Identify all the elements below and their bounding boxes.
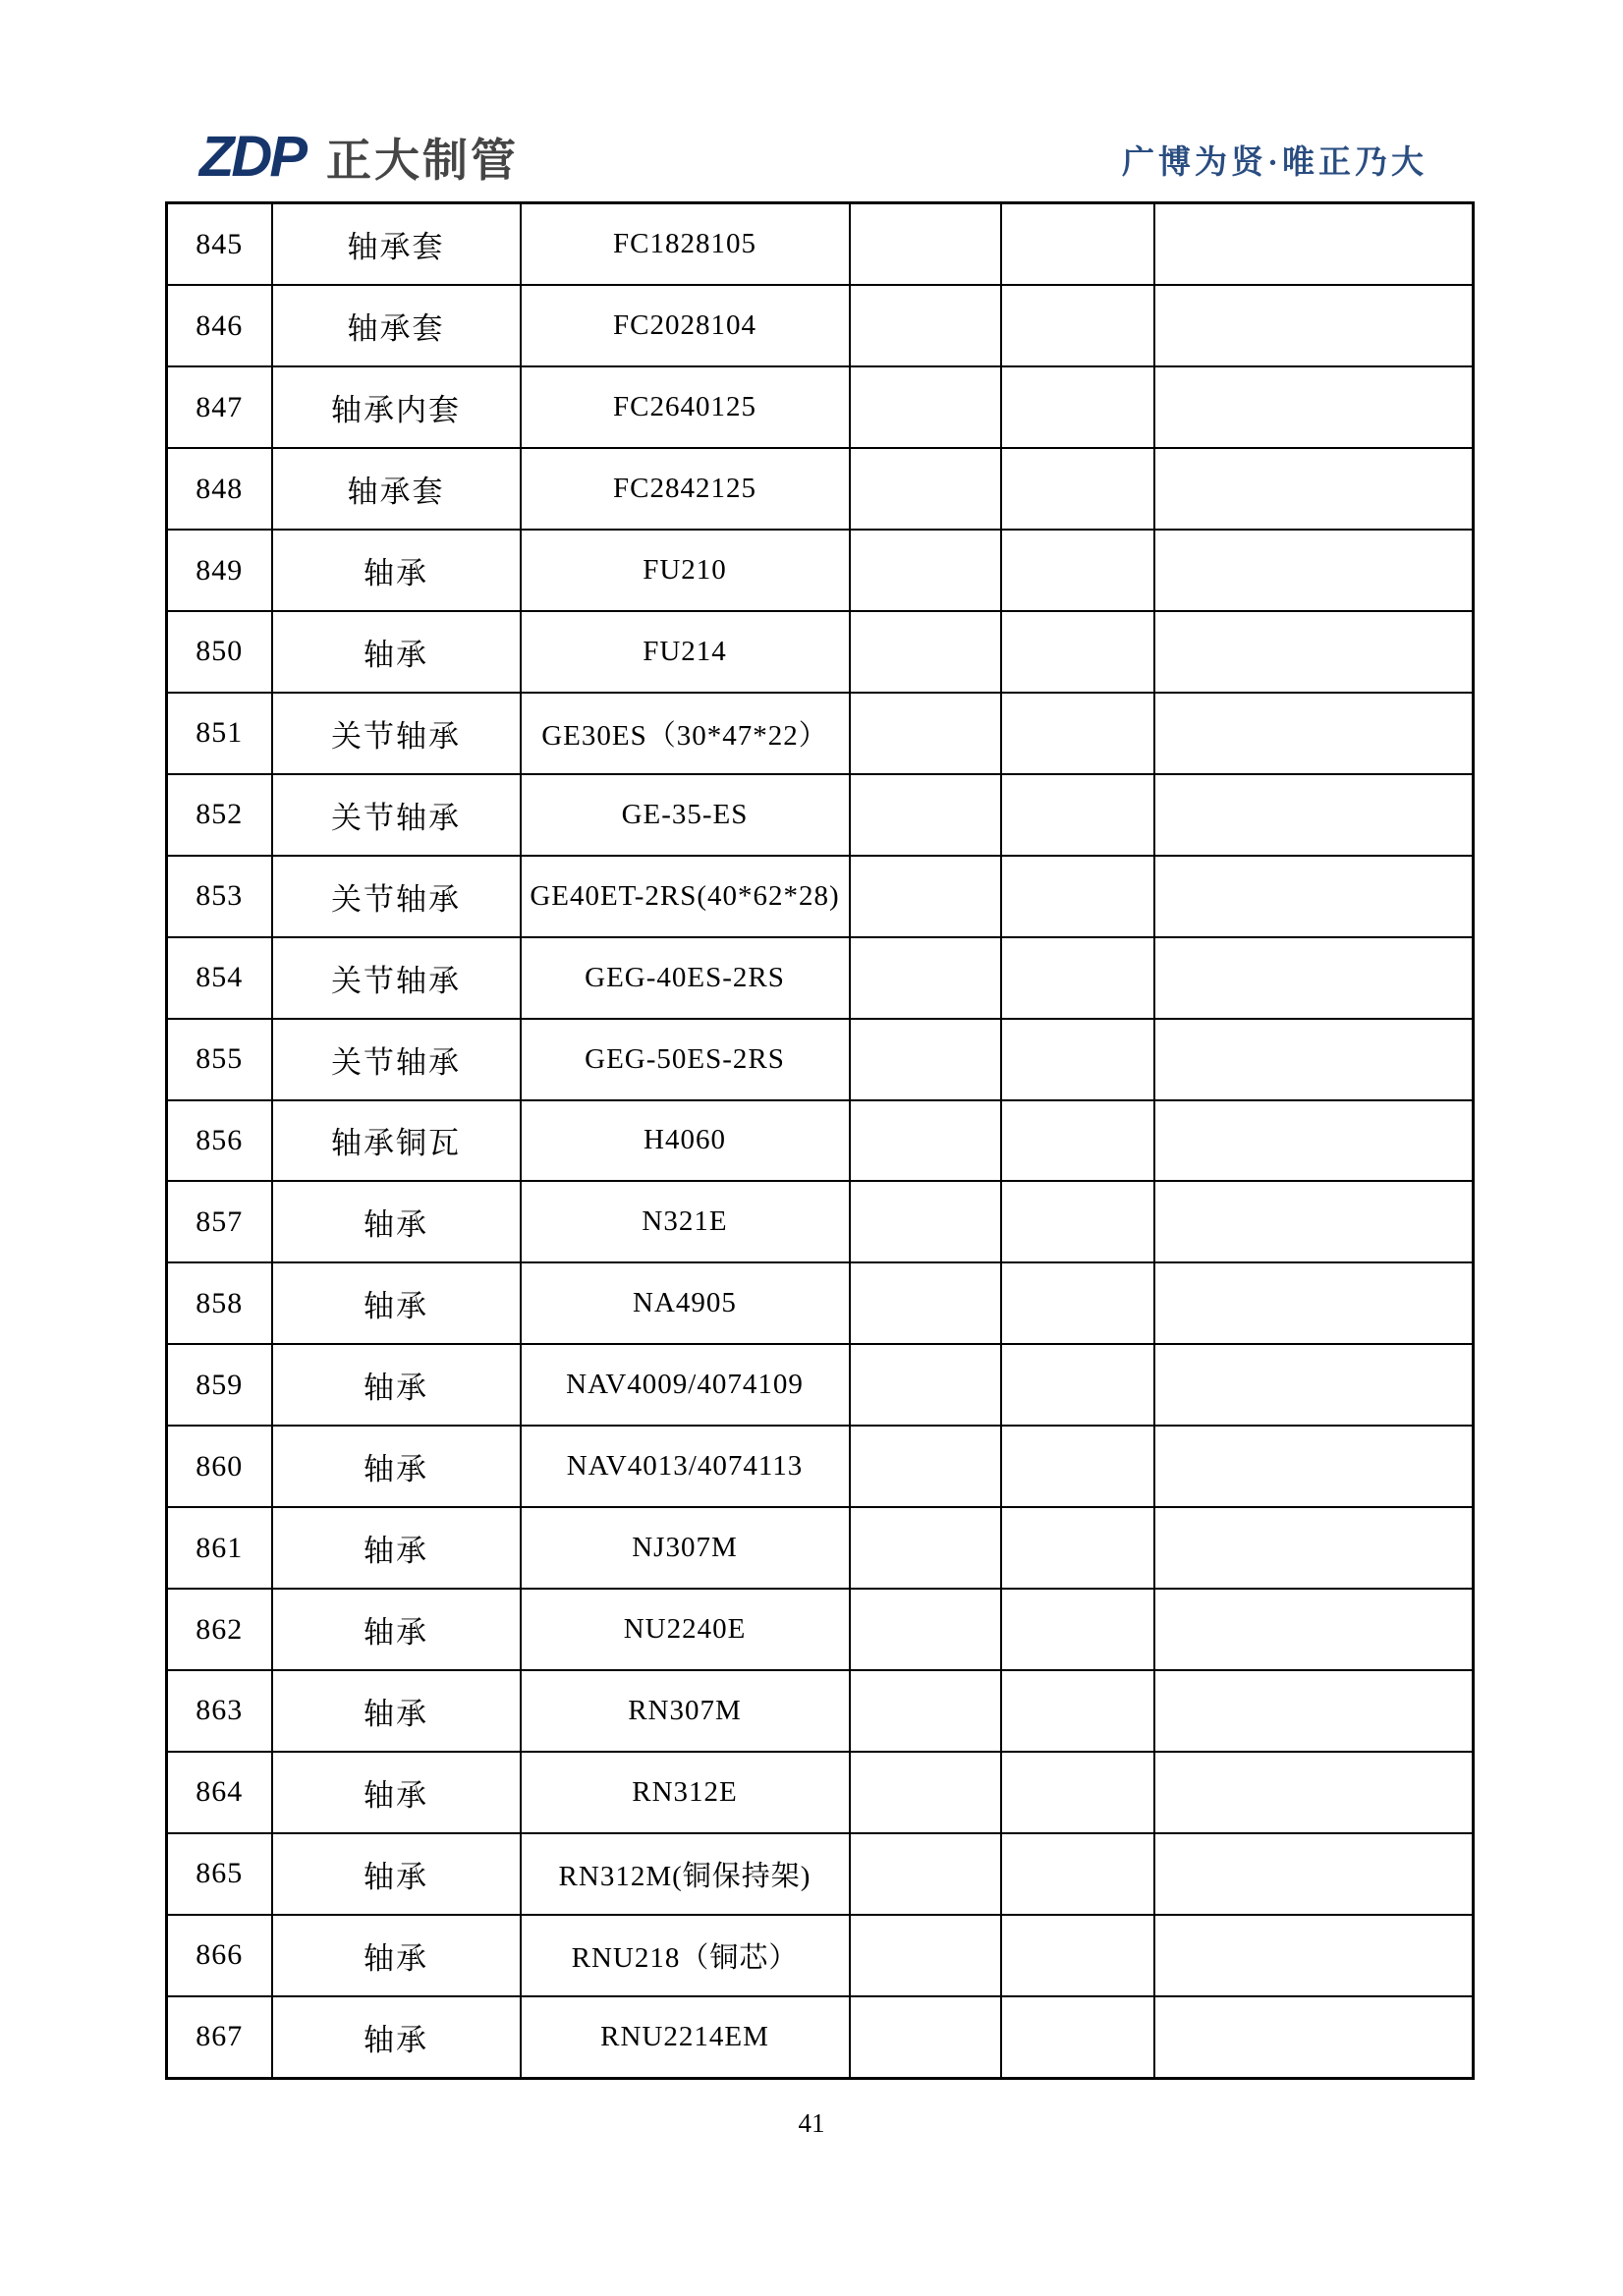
empty-cell: [850, 285, 1001, 366]
model-cell: NA4905: [521, 1262, 850, 1344]
part-name-cell: 轴承: [272, 1589, 521, 1670]
page-header: [0, 0, 1623, 196]
model-cell: NU2240E: [521, 1589, 850, 1670]
empty-cell: [850, 1100, 1001, 1182]
empty-cell: [1001, 1507, 1154, 1589]
empty-cell: [1001, 856, 1154, 937]
empty-cell: [1154, 856, 1474, 937]
row-number-cell: 851: [167, 693, 272, 774]
empty-cell: [1001, 1915, 1154, 1996]
empty-cell: [1154, 285, 1474, 366]
table-row: [167, 1181, 1474, 1262]
empty-cell: [850, 1344, 1001, 1426]
part-name-cell: 轴承: [272, 1996, 521, 2079]
empty-cell: [850, 774, 1001, 856]
empty-cell: [850, 366, 1001, 448]
empty-cell: [850, 1426, 1001, 1507]
part-name-cell: 轴承: [272, 611, 521, 693]
model-cell: FC1828105: [521, 203, 850, 286]
model-cell: FU214: [521, 611, 850, 693]
row-number-cell: 866: [167, 1915, 272, 1996]
part-name-cell: 轴承: [272, 1181, 521, 1262]
empty-cell: [1001, 937, 1154, 1019]
row-number-cell: 854: [167, 937, 272, 1019]
empty-cell: [850, 1833, 1001, 1915]
empty-cell: [850, 1181, 1001, 1262]
part-name-cell: 关节轴承: [272, 774, 521, 856]
empty-cell: [1001, 1100, 1154, 1182]
table-row: [167, 1019, 1474, 1100]
empty-cell: [850, 203, 1001, 286]
empty-cell: [1001, 1833, 1154, 1915]
part-name-cell: 轴承: [272, 530, 521, 611]
table-row: [167, 1100, 1474, 1182]
table-row: [167, 1344, 1474, 1426]
empty-cell: [1154, 366, 1474, 448]
empty-cell: [850, 1589, 1001, 1670]
row-number-cell: 858: [167, 1262, 272, 1344]
empty-cell: [1001, 1181, 1154, 1262]
row-number-cell: 864: [167, 1752, 272, 1833]
empty-cell: [1154, 448, 1474, 530]
empty-cell: [1001, 774, 1154, 856]
model-cell: H4060: [521, 1100, 850, 1182]
empty-cell: [1154, 1589, 1474, 1670]
parts-table-body: [167, 203, 1474, 2079]
row-number-cell: 853: [167, 856, 272, 937]
empty-cell: [1001, 203, 1154, 286]
model-cell: RN312M(铜保持架): [521, 1833, 850, 1915]
table-row: [167, 203, 1474, 286]
empty-cell: [1154, 1100, 1474, 1182]
empty-cell: [850, 448, 1001, 530]
empty-cell: [850, 1507, 1001, 1589]
empty-cell: [850, 1915, 1001, 1996]
row-number-cell: 847: [167, 366, 272, 448]
empty-cell: [1001, 1670, 1154, 1752]
table-row: [167, 1670, 1474, 1752]
empty-cell: [1154, 203, 1474, 286]
part-name-cell: 轴承: [272, 1344, 521, 1426]
row-number-cell: 865: [167, 1833, 272, 1915]
row-number-cell: 867: [167, 1996, 272, 2079]
company-name: 正大制管: [326, 135, 519, 186]
part-name-cell: 轴承套: [272, 448, 521, 530]
table-row: [167, 448, 1474, 530]
empty-cell: [1154, 1262, 1474, 1344]
parts-table: [165, 201, 1475, 2080]
empty-cell: [1154, 1670, 1474, 1752]
part-name-cell: 轴承套: [272, 285, 521, 366]
empty-cell: [1001, 530, 1154, 611]
part-name-cell: 轴承: [272, 1507, 521, 1589]
empty-cell: [850, 1019, 1001, 1100]
model-cell: RN307M: [521, 1670, 850, 1752]
row-number-cell: 859: [167, 1344, 272, 1426]
empty-cell: [850, 1752, 1001, 1833]
empty-cell: [850, 693, 1001, 774]
part-name-cell: 关节轴承: [272, 856, 521, 937]
row-number-cell: 855: [167, 1019, 272, 1100]
row-number-cell: 857: [167, 1181, 272, 1262]
part-name-cell: 轴承: [272, 1752, 521, 1833]
model-cell: FC2028104: [521, 285, 850, 366]
model-cell: FC2842125: [521, 448, 850, 530]
empty-cell: [1154, 530, 1474, 611]
empty-cell: [850, 856, 1001, 937]
empty-cell: [1001, 448, 1154, 530]
table-row: [167, 611, 1474, 693]
table-row: [167, 937, 1474, 1019]
table-row: [167, 1507, 1474, 1589]
row-number-cell: 849: [167, 530, 272, 611]
part-name-cell: 轴承套: [272, 203, 521, 286]
row-number-cell: 862: [167, 1589, 272, 1670]
table-row: [167, 366, 1474, 448]
empty-cell: [1001, 1996, 1154, 2079]
empty-cell: [850, 1262, 1001, 1344]
table-row: [167, 1262, 1474, 1344]
row-number-cell: 850: [167, 611, 272, 693]
model-cell: GEG-50ES-2RS: [521, 1019, 850, 1100]
empty-cell: [1154, 1426, 1474, 1507]
part-name-cell: 关节轴承: [272, 693, 521, 774]
model-cell: GE-35-ES: [521, 774, 850, 856]
empty-cell: [1154, 1181, 1474, 1262]
empty-cell: [1001, 366, 1154, 448]
model-cell: RNU2214EM: [521, 1996, 850, 2079]
model-cell: NAV4009/4074109: [521, 1344, 850, 1426]
model-cell: NJ307M: [521, 1507, 850, 1589]
table-row: [167, 693, 1474, 774]
empty-cell: [1154, 937, 1474, 1019]
part-name-cell: 关节轴承: [272, 1019, 521, 1100]
row-number-cell: 856: [167, 1100, 272, 1182]
empty-cell: [1154, 1915, 1474, 1996]
row-number-cell: 861: [167, 1507, 272, 1589]
empty-cell: [850, 611, 1001, 693]
part-name-cell: 轴承铜瓦: [272, 1100, 521, 1182]
model-cell: NAV4013/4074113: [521, 1426, 850, 1507]
table-row: [167, 1589, 1474, 1670]
row-number-cell: 845: [167, 203, 272, 286]
part-name-cell: 轴承内套: [272, 366, 521, 448]
empty-cell: [1001, 285, 1154, 366]
empty-cell: [1154, 1833, 1474, 1915]
row-number-cell: 846: [167, 285, 272, 366]
model-cell: N321E: [521, 1181, 850, 1262]
part-name-cell: 轴承: [272, 1915, 521, 1996]
page-number: 41: [798, 2108, 825, 2138]
empty-cell: [1001, 693, 1154, 774]
company-logo: [199, 125, 519, 189]
zdp-logo-mark: ZDP: [199, 125, 305, 189]
empty-cell: [850, 1670, 1001, 1752]
empty-cell: [1001, 1752, 1154, 1833]
empty-cell: [850, 1996, 1001, 2079]
table-row: [167, 1833, 1474, 1915]
model-cell: FU210: [521, 530, 850, 611]
empty-cell: [1154, 1507, 1474, 1589]
part-name-cell: 轴承: [272, 1670, 521, 1752]
table-row: [167, 1752, 1474, 1833]
model-cell: GE40ET-2RS(40*62*28): [521, 856, 850, 937]
empty-cell: [1001, 1344, 1154, 1426]
table-row: [167, 1426, 1474, 1507]
empty-cell: [850, 937, 1001, 1019]
model-cell: RNU218（铜芯）: [521, 1915, 850, 1996]
model-cell: GE30ES（30*47*22）: [521, 693, 850, 774]
model-cell: FC2640125: [521, 366, 850, 448]
table-row: [167, 856, 1474, 937]
empty-cell: [1154, 1344, 1474, 1426]
empty-cell: [850, 530, 1001, 611]
row-number-cell: 852: [167, 774, 272, 856]
empty-cell: [1001, 1262, 1154, 1344]
header-slogan: 广博为贤·唯正乃大: [1121, 145, 1427, 181]
model-cell: GEG-40ES-2RS: [521, 937, 850, 1019]
table-row: [167, 285, 1474, 366]
empty-cell: [1154, 1019, 1474, 1100]
row-number-cell: 860: [167, 1426, 272, 1507]
model-cell: RN312E: [521, 1752, 850, 1833]
empty-cell: [1001, 1589, 1154, 1670]
empty-cell: [1154, 774, 1474, 856]
table-row: [167, 1915, 1474, 1996]
empty-cell: [1154, 693, 1474, 774]
empty-cell: [1154, 1996, 1474, 2079]
part-name-cell: 关节轴承: [272, 937, 521, 1019]
table-row: [167, 530, 1474, 611]
row-number-cell: 848: [167, 448, 272, 530]
empty-cell: [1001, 1426, 1154, 1507]
part-name-cell: 轴承: [272, 1426, 521, 1507]
empty-cell: [1154, 1752, 1474, 1833]
empty-cell: [1154, 611, 1474, 693]
table-row: [167, 774, 1474, 856]
empty-cell: [1001, 611, 1154, 693]
part-name-cell: 轴承: [272, 1833, 521, 1915]
part-name-cell: 轴承: [272, 1262, 521, 1344]
empty-cell: [1001, 1019, 1154, 1100]
table-row: [167, 1996, 1474, 2079]
row-number-cell: 863: [167, 1670, 272, 1752]
